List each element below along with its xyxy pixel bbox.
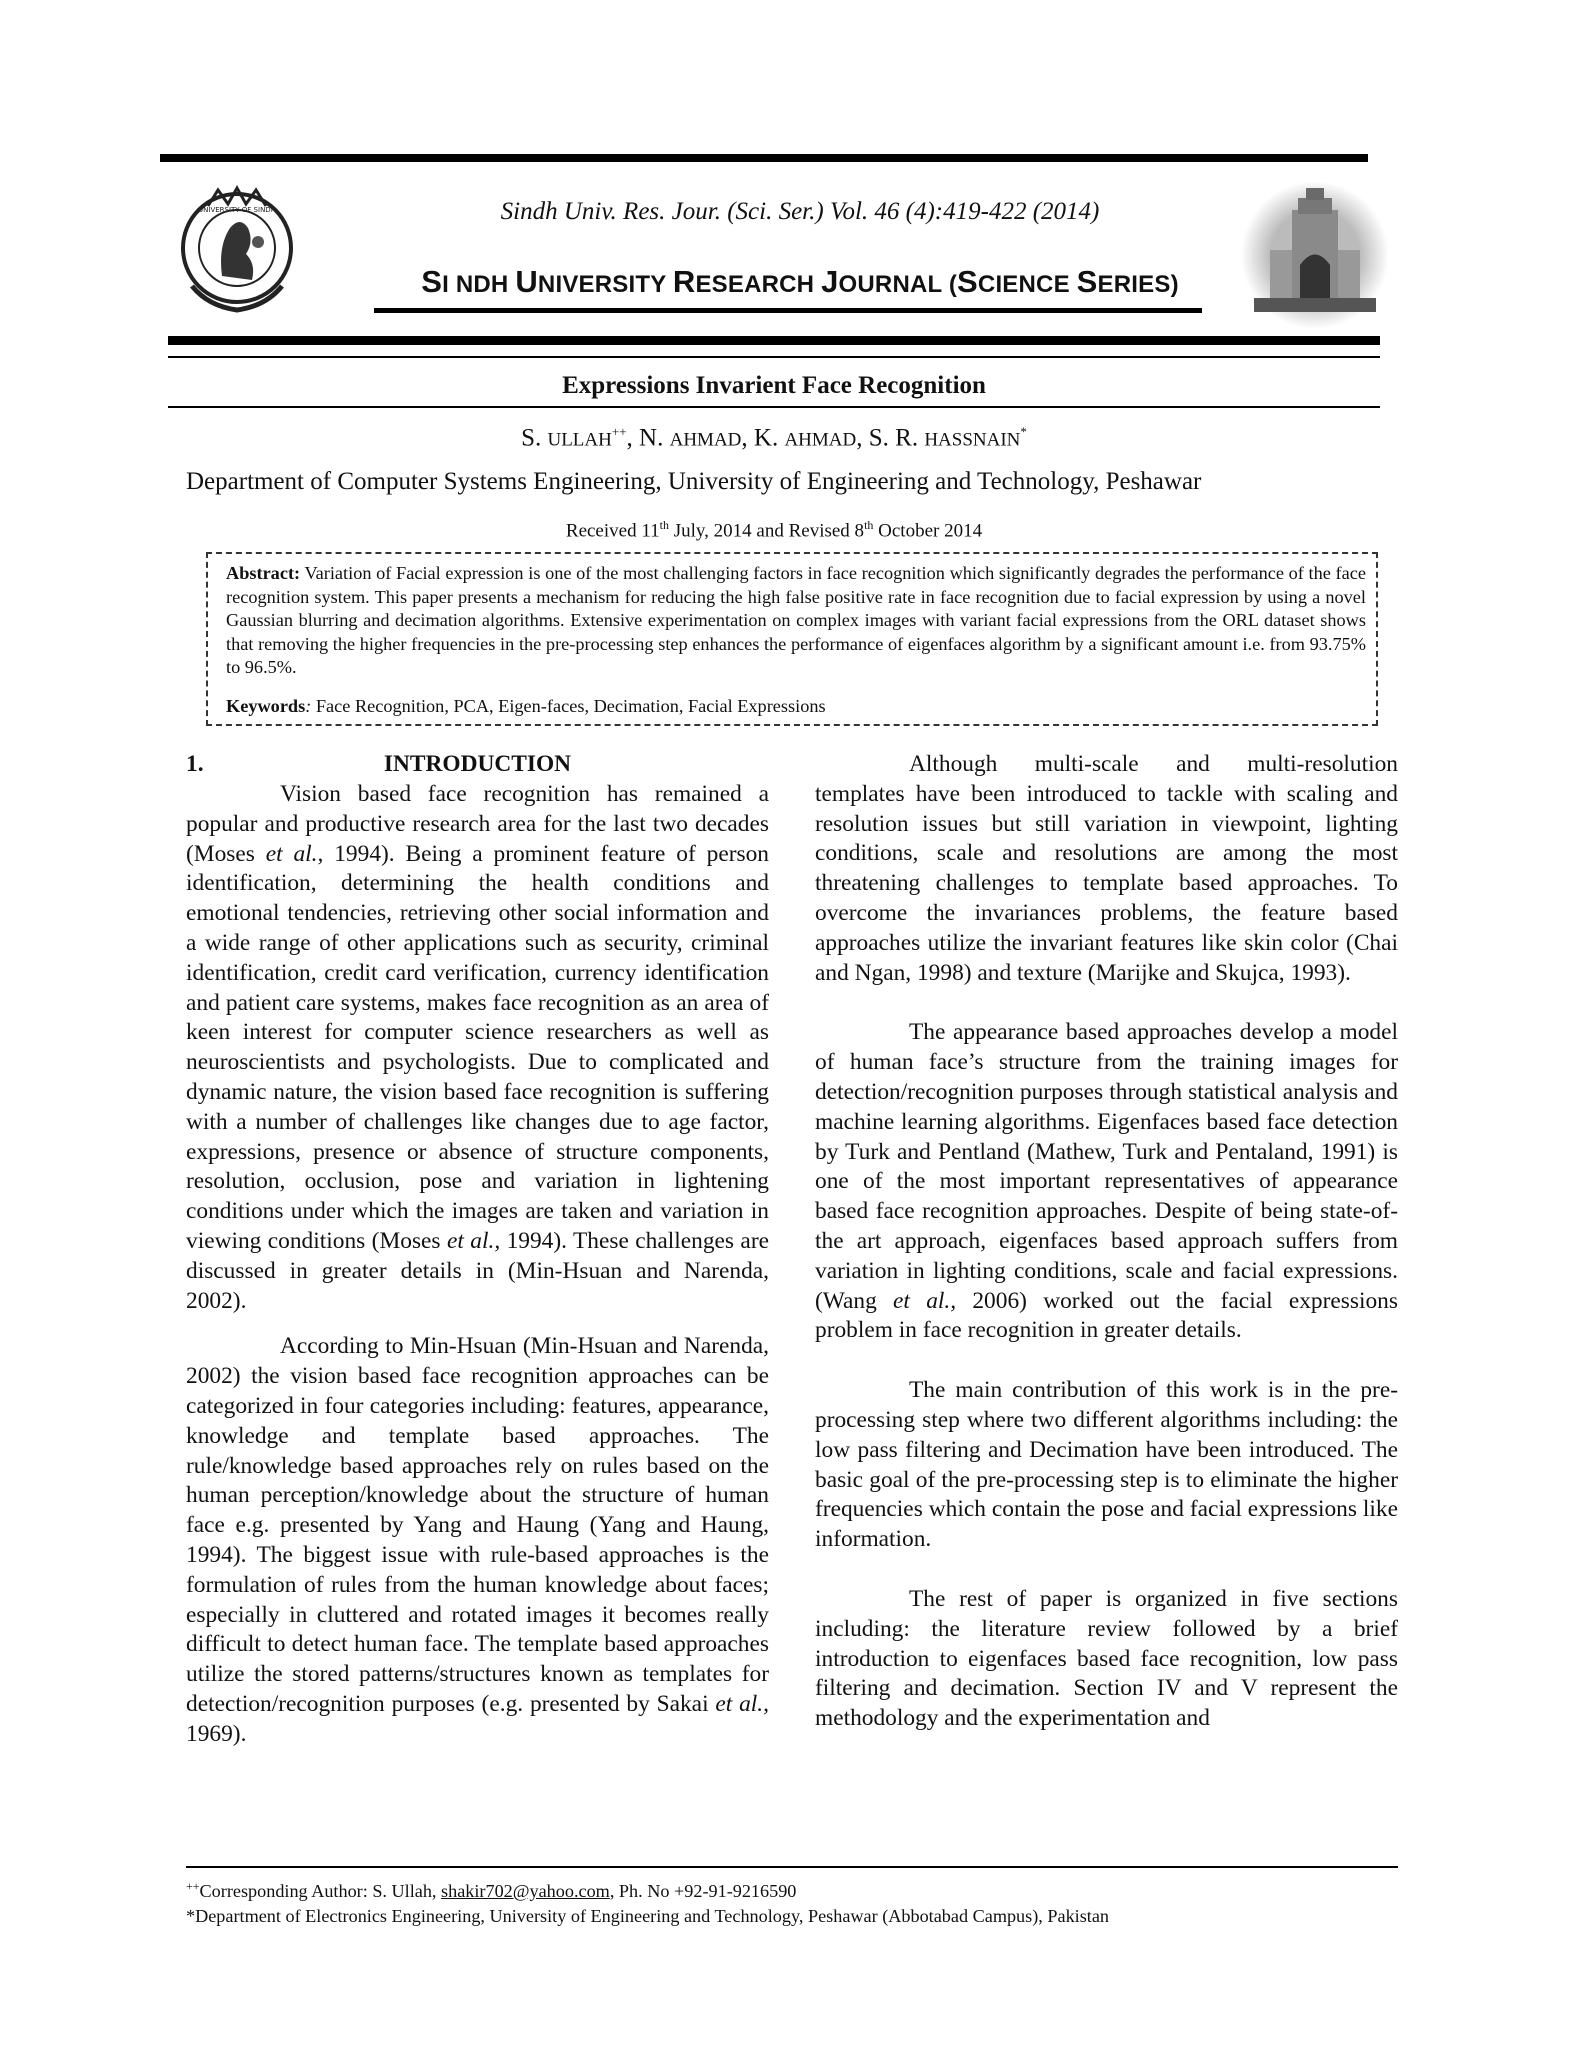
received-text: July, 2014 and Revised 8 bbox=[668, 520, 865, 542]
author-initials: , N. bbox=[626, 424, 670, 452]
received-text: Received 11 bbox=[565, 520, 660, 542]
paragraph-text: 1994). Being a prominent feature of person identification, determining the health conditions and emotional tendencies, retrieving other social information and a wide range of other applications such as security, criminal identification, credit card verification, currency identification and patient care systems, makes face recognition as an area of keen interest for computer science researchers as well as neuroscientists and psychologists. Due to complicated and dynamic nature, the vision based face recognition is suffering with a number of challenges like changes due to age factor, expressions, presence or absence of structure components, resolution, occlusion, pose and variation in lightening conditions under which the images are taken and variation in viewing conditions (Moses bbox=[186, 840, 769, 1254]
citation-etal: et al., bbox=[265, 840, 324, 867]
paragraph: The rest of paper is organized in five sections including: the literature review followed by a brief introduction to eigenfaces based face recognition, low pass filtering and decimation. Section IV and V represent the methodology and the experimentation and bbox=[815, 1585, 1398, 1732]
author-list bbox=[168, 424, 1380, 452]
author-surname: ULLAH bbox=[547, 429, 612, 451]
paragraph bbox=[186, 1332, 769, 1749]
masthead-small: ESEARCH bbox=[695, 271, 822, 298]
paragraph-text: Vision based face recognition has remained a popular and productive research area for the last two decades (Moses bbox=[186, 781, 769, 867]
paragraph bbox=[815, 1018, 1398, 1346]
received-text: October 2014 bbox=[873, 520, 983, 542]
paragraph: Although multi-scale and multi-resolution templates have been introduced to tackle with scaling and resolution issues but still variation in viewpoint, lighting conditions, scale and resolutions are among the most threatening challenges to template based approaches. To overcome the invariances problems, the feature based approaches utilize the invariant features like skin color (Chai and Ngan, 1998) and texture (Marijke and Skujca, 1993). bbox=[815, 751, 1398, 986]
masthead-letter: S bbox=[421, 264, 443, 299]
citation-etal: et al., bbox=[446, 1227, 501, 1254]
keywords-label: Keywords bbox=[226, 696, 306, 716]
ordinal: th bbox=[659, 518, 669, 532]
journal-citation: Sindh Univ. Res. Jour. (Sci. Ser.) Vol. 46 (4):419-422 (2014) bbox=[500, 198, 1100, 225]
citation-etal: et al., bbox=[893, 1287, 957, 1314]
journal-masthead bbox=[300, 264, 1300, 300]
keywords-colon: : bbox=[305, 696, 312, 716]
paragraph-text: 2006) worked out the facial expressions problem in face recognition in greater details. bbox=[815, 1287, 1398, 1344]
masthead-letter: S bbox=[957, 264, 978, 299]
university-gate-image bbox=[1240, 180, 1390, 330]
citation-etal: et al., bbox=[715, 1690, 769, 1717]
paragraph-text: The appearance based approaches develop a model of human face’s structure from the training images for detection/recognition purposes through statistical analysis and machine learning algorithms. Eigenfaces based face detection by Turk and Pentland (Mathew, Turk and Pentaland, 1991) is one of the most important representatives of appearance based face recognition approaches. Despite of being state-of-the art approach, eigenfaces based approach suffers from variation in lighting conditions, scale and facial expressions. (Wang bbox=[815, 1019, 1398, 1314]
masthead-small: OURNAL ( bbox=[838, 271, 958, 298]
section-heading bbox=[186, 750, 769, 780]
right-column bbox=[815, 750, 1398, 1734]
paper-title: Expressions Invarient Face Recognition bbox=[562, 372, 986, 399]
author-surname: AHMAD bbox=[669, 429, 742, 451]
keywords-text: Face Recognition, PCA, Eigen-faces, Decimation, Facial Expressions bbox=[311, 696, 826, 716]
footnote-text: , Ph. No +92-91-9216590 bbox=[609, 1881, 797, 1902]
header-bottom-rule-thick bbox=[168, 336, 1380, 345]
masthead-small: I NDH bbox=[442, 271, 516, 298]
footnote-rule bbox=[186, 1866, 1398, 1868]
abstract bbox=[226, 562, 1366, 680]
section-title: INTRODUCTION bbox=[383, 751, 572, 777]
masthead-small: NIVERSITY bbox=[537, 271, 673, 298]
author-email-link[interactable]: shakir702@yahoo.com bbox=[441, 1881, 610, 1902]
footnote-text: Corresponding Author: S. Ullah, bbox=[199, 1881, 442, 1902]
university-seal-logo bbox=[178, 176, 296, 318]
masthead-letter: U bbox=[515, 264, 538, 299]
author-surname: AHMAD bbox=[784, 429, 857, 451]
author-mark: ++ bbox=[611, 424, 627, 439]
paragraph: The main contribution of this work is in the pre-processing step where two different algorithms including: the low pass filtering and Decimation have been introduced. The basic goal of the pre-processing step is to eliminate the higher frequencies which contain the pose and facial expressions like information. bbox=[815, 1377, 1398, 1553]
left-column bbox=[186, 750, 769, 1750]
section-number: 1. bbox=[186, 751, 204, 777]
footnote-corresponding bbox=[186, 1874, 1386, 1904]
received-dates bbox=[168, 518, 1380, 542]
title-rule bbox=[168, 406, 1380, 408]
paragraph-text: 1969). bbox=[186, 1720, 247, 1747]
header-top-rule bbox=[160, 154, 1368, 162]
paragraph bbox=[186, 780, 769, 1316]
abstract-label: Abstract: bbox=[226, 563, 301, 583]
seal-text: UNIVERSITY OF SINDH bbox=[198, 206, 276, 214]
masthead-underline bbox=[374, 308, 1202, 313]
author-initials: , K. bbox=[741, 424, 785, 452]
masthead-small: CIENCE bbox=[977, 271, 1077, 298]
keywords bbox=[226, 696, 1366, 717]
affiliation: Department of Computer Systems Engineering, University of Engineering and Technology, Peshawar bbox=[186, 468, 1202, 495]
abstract-text: Variation of Facial expression is one of the most challenging factors in face recognition which significantly degrades the performance of the face recognition system. This paper presents a mechanism for reducing the high false positive rate in face recognition due to facial expression by using a novel Gaussian blurring and decimation algorithms. Extensive experimentation on complex images with variant facial expressions from the ORL dataset shows that removing the higher frequencies in the pre-processing step enhances the performance of eigenfaces algorithm by a significant amount i.e. from 93.75% to 96.5%. bbox=[226, 563, 1366, 678]
masthead-letter: S bbox=[1076, 264, 1098, 299]
author-initials: , S. R. bbox=[856, 424, 925, 452]
header-bottom-rule-thin bbox=[168, 356, 1380, 358]
author-initials: S. bbox=[521, 424, 548, 452]
masthead-small: ERIES) bbox=[1097, 271, 1179, 298]
paragraph-text: According to Min-Hsuan (Min-Hsuan and Narenda, 2002) the vision based face recognition approaches can be categorized in four categories including: features, appearance, knowledge and template based approaches. The rule/knowledge based approaches rely on rules based on the human perception/knowledge about the structure of human face e.g. presented by Yang and Haung (Yang and Haung, 1994). The biggest issue with rule-based approaches is the formulation of rules from the human knowledge about faces; especially in cluttered and rotated images it becomes really difficult to detect human face. The template based approaches utilize the stored patterns/structures known as templates for detection/recognition purposes (e.g. presented by Sakai bbox=[186, 1333, 769, 1717]
ordinal: th bbox=[864, 518, 874, 532]
masthead-letter: R bbox=[672, 264, 696, 299]
footnote-mark: ++ bbox=[186, 1879, 200, 1893]
author-surname: HASSNAIN bbox=[924, 429, 1021, 451]
footnotes bbox=[186, 1874, 1386, 1929]
masthead-letter: J bbox=[821, 264, 839, 299]
author-mark: * bbox=[1020, 424, 1027, 439]
paragraph-text: 1994). These challenges are discussed in greater details in (Min-Hsuan and Narenda, 2002). bbox=[186, 1227, 769, 1314]
footnote-department: *Department of Electronics Engineering, University of Engineering and Technology, Peshawar (Abbotabad Campus), Pakistan bbox=[186, 1906, 1110, 1927]
